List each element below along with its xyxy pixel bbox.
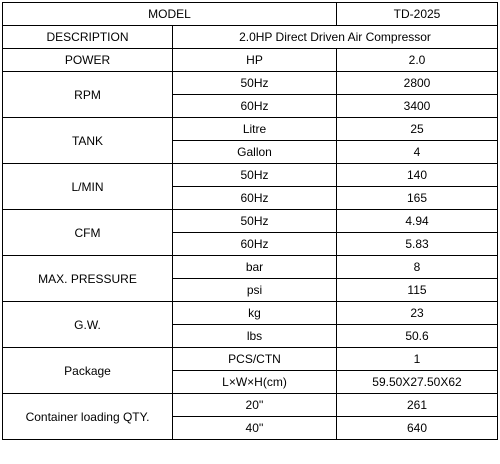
lmin-value: 165	[337, 187, 498, 210]
table-row-container-20	[3, 394, 498, 417]
cfm-label: CFM	[3, 210, 173, 256]
power-unit: HP	[173, 49, 337, 72]
rpm-unit: 50Hz	[173, 72, 337, 95]
package-label: Package	[3, 348, 173, 394]
max-pressure-label: MAX. PRESSURE	[3, 256, 173, 302]
tank-value: 25	[337, 118, 498, 141]
pressure-value: 115	[337, 279, 498, 302]
tank-label: TANK	[3, 118, 173, 164]
rpm-value: 3400	[337, 95, 498, 118]
table-row-rpm-50	[3, 72, 498, 95]
gw-label: G.W.	[3, 302, 173, 348]
lmin-unit: 50Hz	[173, 164, 337, 187]
tank-unit: Gallon	[173, 141, 337, 164]
table-row-package-pcs	[3, 348, 498, 371]
power-label: POWER	[3, 49, 173, 72]
gw-value: 50.6	[337, 325, 498, 348]
lmin-label: L/MIN	[3, 164, 173, 210]
description-value: 2.0HP Direct Driven Air Compressor	[173, 26, 498, 49]
table-row-power	[3, 49, 498, 72]
rpm-label: RPM	[3, 72, 173, 118]
table-row-model	[3, 3, 498, 26]
package-value: 59.50X27.50X62	[337, 371, 498, 394]
pressure-value: 8	[337, 256, 498, 279]
container-unit: 20''	[173, 394, 337, 417]
model-label: MODEL	[3, 3, 337, 26]
pressure-unit: psi	[173, 279, 337, 302]
spec-table	[2, 2, 498, 440]
container-unit: 40''	[173, 417, 337, 440]
package-unit: PCS/CTN	[173, 348, 337, 371]
spec-sheet	[2, 2, 498, 440]
description-label: DESCRIPTION	[3, 26, 173, 49]
table-row-pressure-bar	[3, 256, 498, 279]
cfm-unit: 50Hz	[173, 210, 337, 233]
model-value: TD-2025	[337, 3, 498, 26]
gw-unit: lbs	[173, 325, 337, 348]
gw-unit: kg	[173, 302, 337, 325]
cfm-value: 4.94	[337, 210, 498, 233]
container-value: 261	[337, 394, 498, 417]
rpm-value: 2800	[337, 72, 498, 95]
tank-value: 4	[337, 141, 498, 164]
table-row-cfm-50	[3, 210, 498, 233]
gw-value: 23	[337, 302, 498, 325]
tank-unit: Litre	[173, 118, 337, 141]
cfm-value: 5.83	[337, 233, 498, 256]
table-row-lmin-50	[3, 164, 498, 187]
container-value: 640	[337, 417, 498, 440]
lmin-value: 140	[337, 164, 498, 187]
pressure-unit: bar	[173, 256, 337, 279]
table-row-gw-kg	[3, 302, 498, 325]
table-row-description	[3, 26, 498, 49]
cfm-unit: 60Hz	[173, 233, 337, 256]
lmin-unit: 60Hz	[173, 187, 337, 210]
power-value: 2.0	[337, 49, 498, 72]
package-unit: L×W×H(cm)	[173, 371, 337, 394]
package-value: 1	[337, 348, 498, 371]
container-label: Container loading QTY.	[3, 394, 173, 440]
rpm-unit: 60Hz	[173, 95, 337, 118]
table-row-tank-litre	[3, 118, 498, 141]
